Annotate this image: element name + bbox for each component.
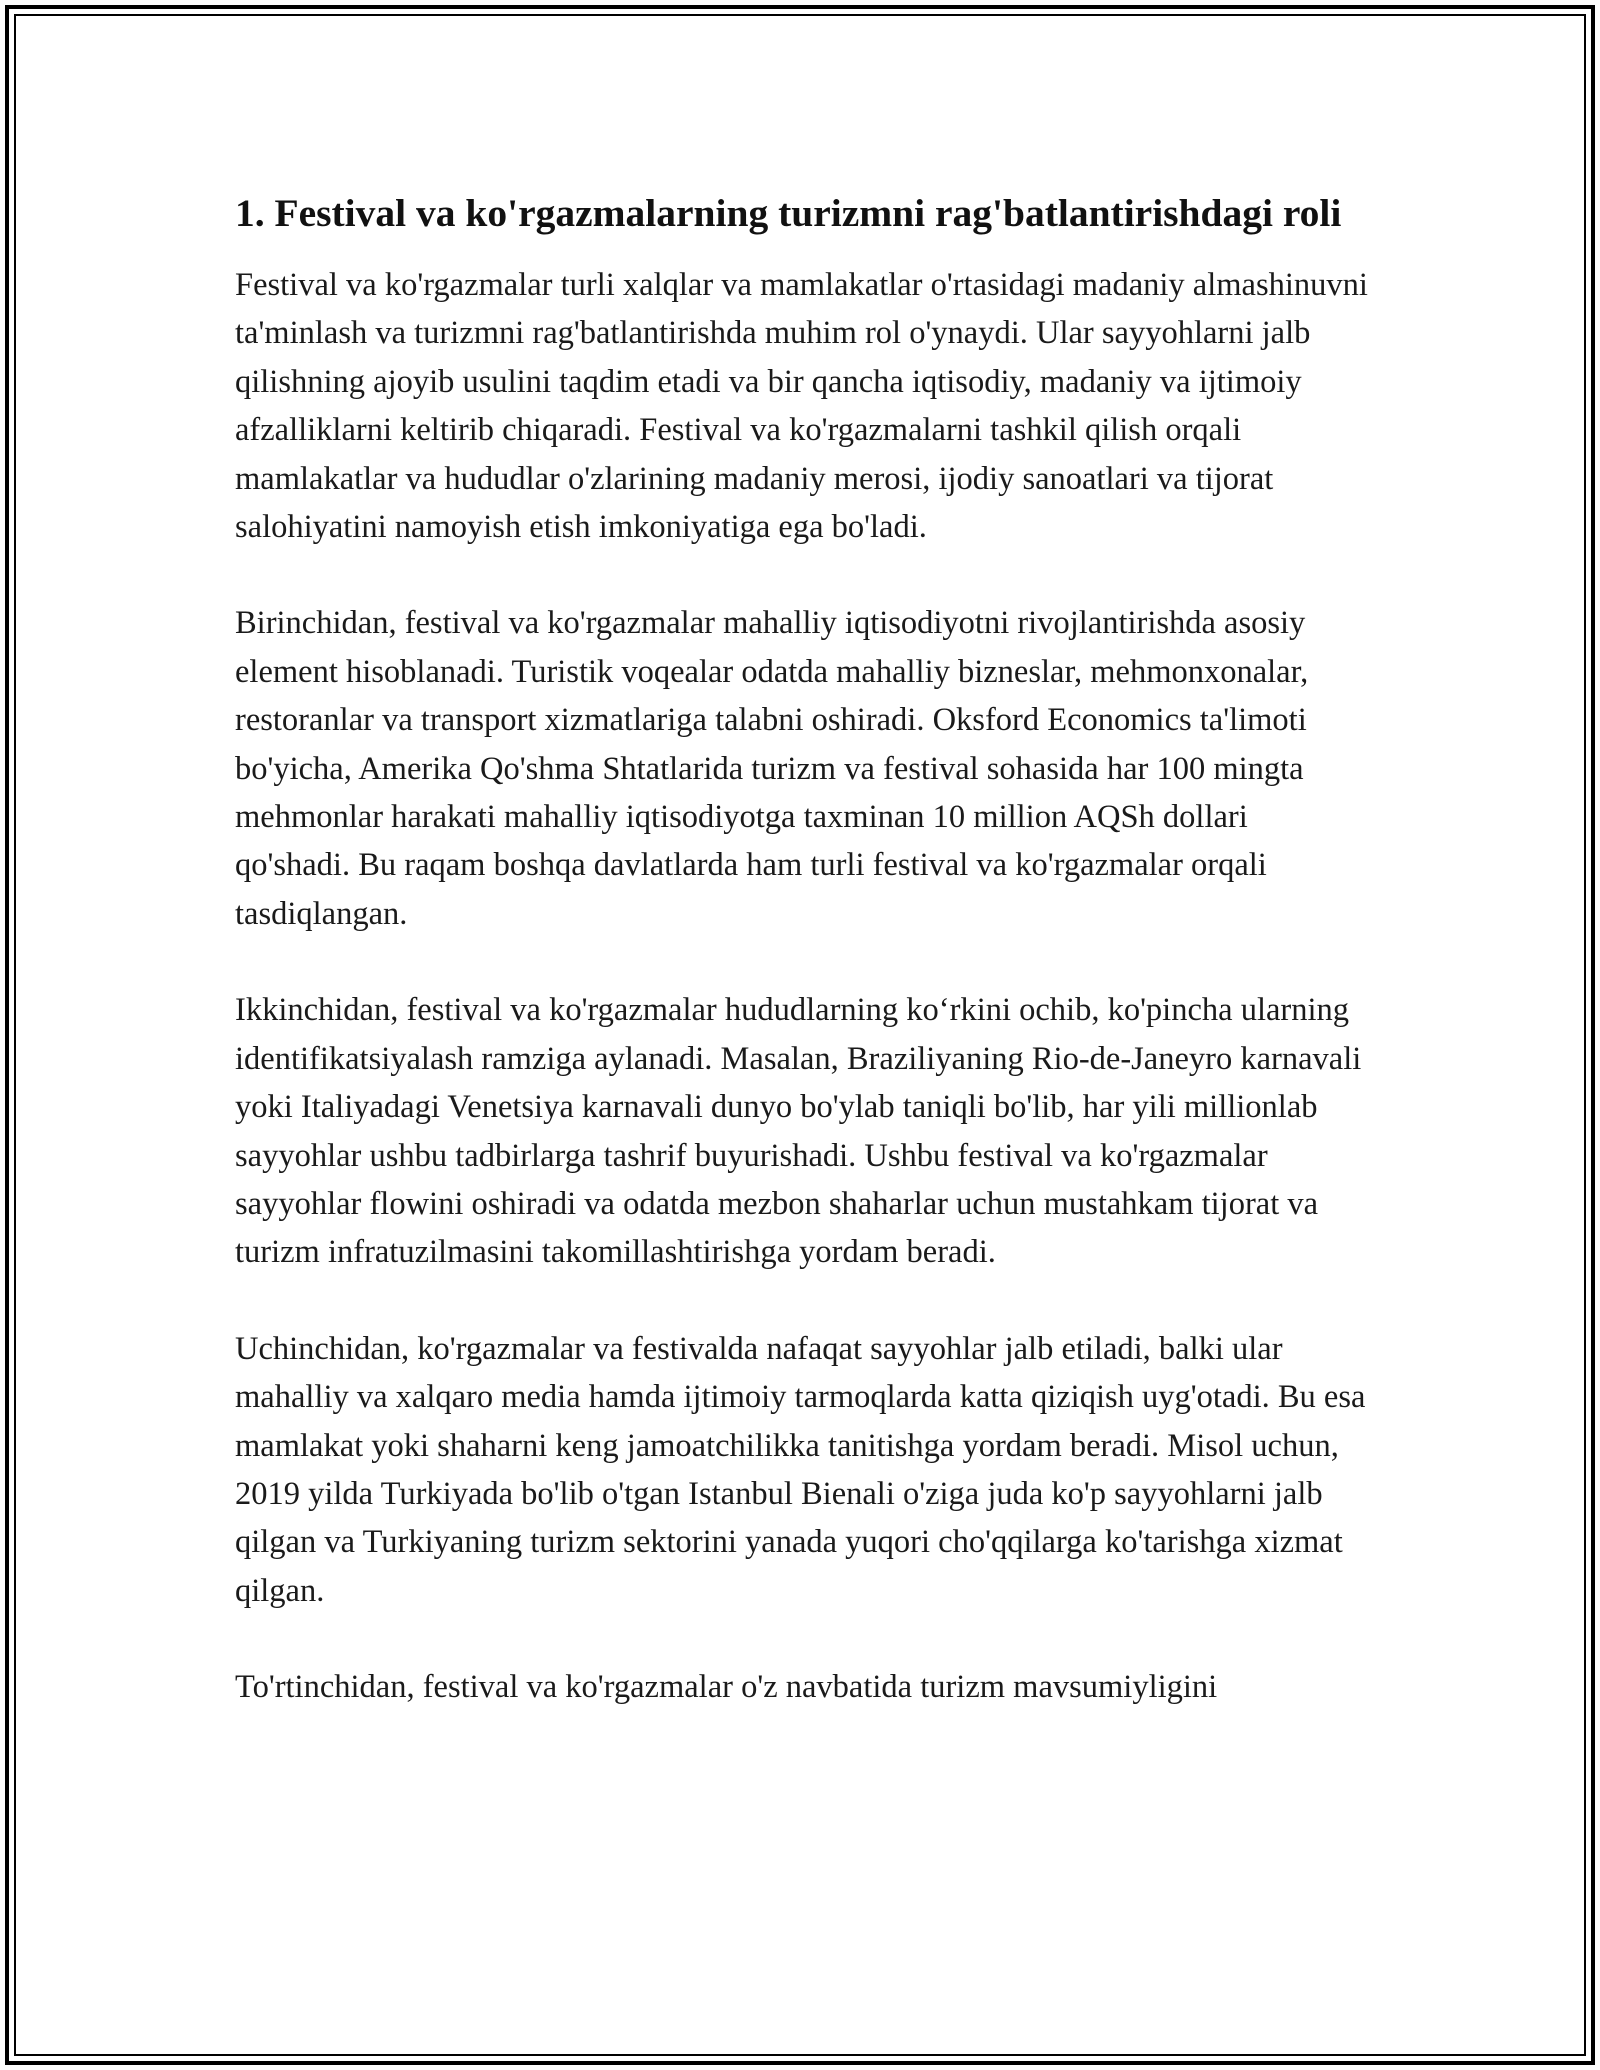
section-heading: 1. Festival va ko'rgazmalarning turizmni rag'batlantirishdagi roli (235, 191, 1342, 235)
document-page (235, 186, 1370, 1760)
paragraph-fourth: To'rtinchidan, festival va ko'rgazmalar o'z navbatida turizm mavsumiyligini (235, 1669, 1218, 1706)
paragraph-intro: Festival va ko'rgazmalar turli xalqlar va mamlakatlar o'rtasidagi madaniy almashinuvni ta'minlash va turizmni rag'batlantirishda muhim rol o'ynaydi. Ular sayyohlarni jalb qilishning ajoyib usulini taqdim etadi va bir qancha iqtisodiy, madaniy va ijtimoiy afzalliklarni keltirib chiqaradi. Festival va ko'rgazmalarni tashkil qilish orqali mamlakatlar va hududlar o'zlarining madaniy merosi, ijodiy sanoatlari va tijorat salohiyatini namoyish etish imkoniyatiga ega bo'ladi. (235, 267, 1368, 546)
paragraph-third: Uchinchidan, ko'rgazmalar va festivalda nafaqat sayyohlar jalb etiladi, balki ular mahalliy va xalqaro media hamda ijtimoiy tarmoqlarda katta qiziqish uyg'otadi. Bu esa mamlakat yoki shaharni keng jamoatchilikka tanitishga yordam beradi. Misol uchun, 2019 yilda Turkiyada bo'lib o'tgan Istanbul Bienali o'ziga juda ko'p sayyohlarni jalb qilgan va Turkiyaning turizm sektorini yanada yuqori cho'qqilarga ko'tarishga xizmat qilgan. (235, 1330, 1366, 1609)
paragraph-second: Ikkinchidan, festival va ko'rgazmalar hududlarning ko‘rkini ochib, ko'pincha ularning identifikatsiyalash ramziga aylanadi. Masalan, Braziliyaning Rio-de-Janeyro karnavali yoki Italiyadagi Venetsiya karnavali dunyo bo'ylab taniqli bo'lib, har yili millionlab sayyohlar ushbu tadbirlarga tashrif buyurishadi. Ushbu festival va ko'rgazmalar sayyohlar flowini oshiradi va odatda mezbon shaharlar uchun mustahkam tijorat va turizm infratuzilmasini takomillashtirishga yordam beradi. (235, 992, 1362, 1271)
paragraph-first: Birinchidan, festival va ko'rgazmalar mahalliy iqtisodiyotni rivojlantirishda asosiy element hisoblanadi. Turistik voqealar odatda mahalliy bizneslar, mehmonxonalar, restoranlar va transport xizmatlariga talabni oshiradi. Oksford Economics ta'limoti bo'yicha, Amerika Qo'shma Shtatlarida turizm va festival sohasida har 100 mingta mehmonlar harakati mahalliy iqtisodiyotga taxminan 10 million AQSh dollari qo'shadi. Bu raqam boshqa davlatlarda ham turli festival va ko'rgazmalar orqali tasdiqlangan. (235, 605, 1309, 932)
